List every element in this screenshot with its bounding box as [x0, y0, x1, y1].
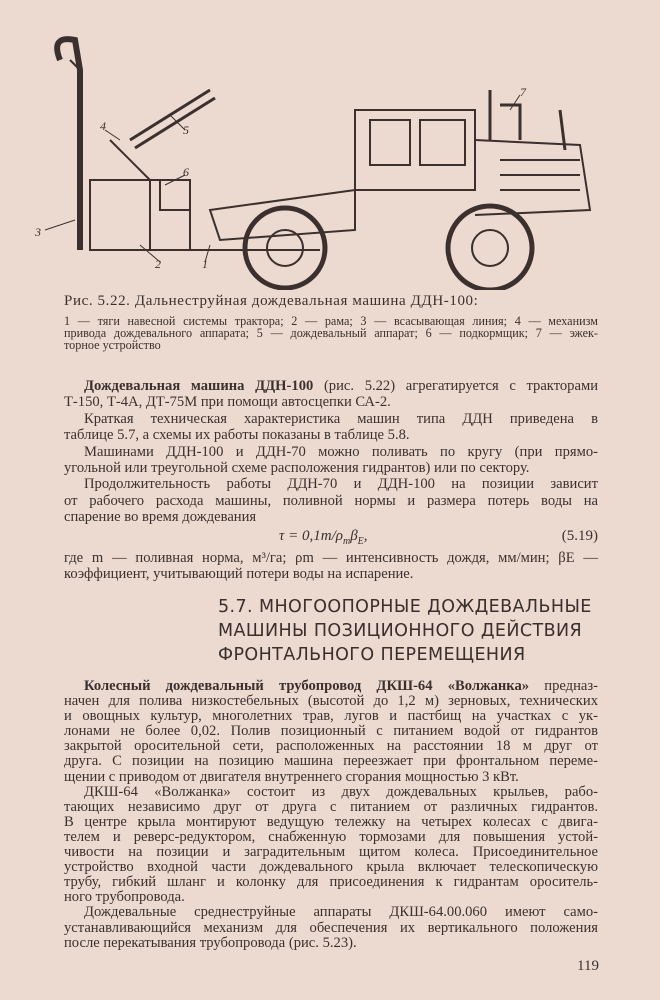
line-text: Продолжительность работы ДДН-70 и ДДН-100 на позиции зависит	[84, 476, 598, 493]
figure-ddn100-machine	[20, 30, 640, 290]
line-text: предназ-	[529, 678, 598, 694]
line-text: Краткая техническая характеристика машин типа ДДН приведена в	[84, 410, 598, 427]
label-4: 4	[100, 119, 106, 133]
section-heading	[218, 595, 592, 667]
label-6: 6	[183, 165, 189, 179]
text-line	[64, 444, 598, 460]
line-text: и овощных культур, многолетних трав, лугов и пастбищ на участках с ук-	[64, 708, 598, 725]
text-line	[64, 679, 598, 694]
text-line	[64, 800, 598, 815]
formula-5-19	[64, 526, 598, 550]
line-text: Т-150, Т-4А, ДТ-75М при помощи автосцепки СА-2.	[64, 394, 391, 411]
text-line	[64, 493, 598, 509]
text-line	[64, 815, 598, 830]
text-line	[64, 460, 598, 476]
line-text: В центре крыла монтируют ведущую тележку на четырех колесах с двига-	[64, 813, 598, 830]
line-text: трубу, гибкий шланг и колонку для присоединения к гидрантам ороситель-	[64, 874, 598, 891]
line-text: начен для полива низкостебельных (высотой до 1,2 м) зерновых, технических	[64, 693, 598, 710]
line-text: лонами не более 0,02. Полив позиционный с питанием водой от гидрантов	[64, 723, 598, 740]
heading-line: МАШИНЫ ПОЗИЦИОННОГО ДЕЙСТВИЯ	[218, 621, 583, 641]
line-text: друга. С позиции на позицию машина переезжает при фронтальном переме-	[64, 753, 598, 770]
line-text: таблице 5.7, а схемы их работы показаны в таблице 5.8.	[64, 427, 410, 444]
label-2: 2	[155, 257, 161, 271]
line-text: Дождевальные среднеструйные аппараты ДКШ-64.00.060 имеют само-	[84, 904, 598, 921]
page-number: 119	[577, 958, 599, 974]
text-line	[64, 739, 598, 754]
line-text: после перекатывания трубопровода (рис. 5.23).	[64, 934, 357, 951]
label-3: 3	[35, 225, 41, 239]
line-text: Машинами ДДН-100 и ДДН-70 можно поливать по кругу (при прямо-	[84, 443, 598, 460]
text-line	[64, 860, 598, 875]
line-text: где m — поливная норма, м³/га; ρm — интенсивность дождя, мм/мин; βE —	[64, 549, 598, 566]
line-text: спарение во время дождевания	[64, 509, 257, 526]
bold-term: Колесный дождевальный трубопровод ДКШ-64 «Волжанка»	[84, 678, 530, 694]
line-text: (рис. 5.22) агрегатируется с тракторами	[313, 378, 599, 394]
section2-text	[64, 679, 598, 951]
line-text: закрытой оросительной сети, расположенных на расстоянии 18 м друг от	[64, 738, 598, 755]
formula-number: (5.19)	[561, 527, 598, 544]
text-line	[64, 905, 598, 920]
line-text: тающих независимо друг от друга с питанием от различных гидрантов.	[64, 798, 598, 815]
figure-caption: Рис. 5.22. Дальнеструйная дождевальная машина ДДН-100:	[64, 293, 479, 309]
text-line	[64, 830, 598, 845]
text-line	[64, 754, 598, 769]
figure-legend	[64, 314, 598, 351]
text-line	[64, 550, 598, 566]
line-text: телем и реверс-редуктором, снабженную тормозами для повышения устой-	[64, 828, 598, 845]
text-line	[64, 509, 598, 525]
text-line	[64, 785, 598, 800]
text-line	[64, 694, 598, 709]
line-text: чивости на позиции и заградительным щитом колеса. Присоединительное	[64, 844, 598, 861]
text-line	[64, 394, 598, 410]
text-line	[64, 875, 598, 890]
line-text: устройство входной части дождевального крыла включает телескопическую	[64, 859, 598, 876]
text-line	[64, 724, 598, 739]
line-text: от рабочего расхода машины, поливной нормы и размера потерь воды на	[64, 492, 598, 509]
text-line	[64, 378, 598, 394]
label-1: 1	[202, 257, 208, 271]
text-line	[64, 709, 598, 724]
line-text: щении с приводом от двигателя внутреннего сгорания мощностью 3 кВт.	[64, 768, 519, 785]
bold-term: Дождевальная машина ДДН-100	[84, 378, 314, 394]
text-line	[64, 411, 598, 427]
text-line	[64, 936, 598, 951]
text-line	[64, 476, 598, 492]
heading-line: ФРОНТАЛЬНОГО ПЕРЕМЕЩЕНИЯ	[218, 645, 526, 665]
label-5: 5	[183, 123, 189, 137]
line-text: ДКШ-64 «Волжанка» состоит из двух дождевальных крыльев, рабо-	[84, 783, 598, 800]
line-text: ного трубопровода.	[64, 889, 185, 906]
text-line	[64, 566, 598, 582]
line-text: устанавливающийся механизм для обеспечения их вертикального положения	[64, 919, 598, 936]
heading-line: 5.7. МНОГООПОРНЫЕ ДОЖДЕВАЛЬНЫЕ	[218, 597, 592, 617]
legend-line: торное устройство	[64, 338, 161, 353]
text-line	[64, 427, 598, 443]
text-line	[64, 845, 598, 860]
line-text: угольной или треугольной схеме расположения гидрантов) или по сектору.	[64, 459, 530, 476]
section1-text	[64, 378, 598, 582]
formula-expression: $\tau = 0,1m/\rho_m\beta_E$,	[279, 527, 368, 547]
label-7: 7	[520, 85, 526, 99]
text-line	[64, 890, 598, 905]
legend-line: 1 — тяги навесной системы трактора; 2 — рама; 3 — всасывающая линия; 4 — механизм	[64, 314, 598, 328]
legend-line: привода дождевального аппарата; 5 — дождевальный аппарат; 6 — подкормщик; 7 — эжек-	[64, 326, 598, 341]
text-line	[64, 921, 598, 936]
line-text: коэффициент, учитывающий потери воды на испарение.	[64, 565, 414, 582]
text-line	[64, 770, 598, 785]
